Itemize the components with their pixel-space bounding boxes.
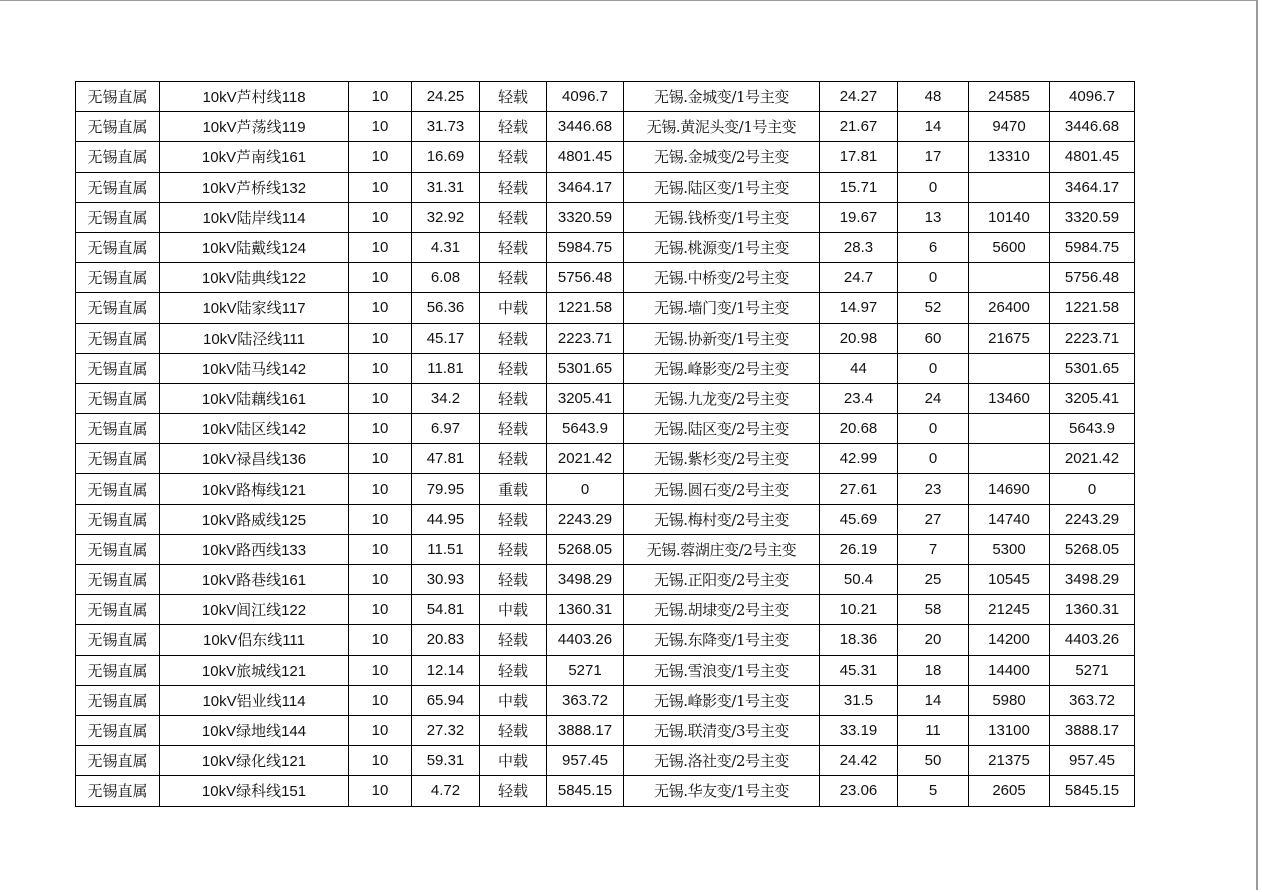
cell-area: 无锡直属 [76,112,160,142]
cell-load-status: 轻载 [480,715,547,745]
cell-line-name: 10kV陆戴线124 [160,232,349,262]
cell-transformer-rate: 15.71 [820,172,898,202]
cell-voltage: 10 [349,625,412,655]
cell-voltage: 10 [349,595,412,625]
cell-count: 24 [898,383,969,413]
table-row [76,383,1135,413]
cell-line-name: 10kV陆典线122 [160,263,349,293]
cell-voltage: 10 [349,383,412,413]
table-row [76,323,1135,353]
cell-available-capacity: 5756.48 [1050,263,1135,293]
cell-transformer-rate: 44 [820,353,898,383]
cell-count: 0 [898,414,969,444]
cell-transformer-rate: 17.81 [820,142,898,172]
cell-area: 无锡直属 [76,232,160,262]
cell-line-name: 10kV路梅线121 [160,474,349,504]
cell-count: 18 [898,655,969,685]
cell-transformer-rate: 14.97 [820,293,898,323]
cell-capacity: 1221.58 [547,293,624,323]
cell-area: 无锡直属 [76,534,160,564]
table-row [76,746,1135,776]
cell-line-name: 10kV陆区线142 [160,414,349,444]
cell-transformer-rate: 24.42 [820,746,898,776]
cell-available-capacity: 5984.75 [1050,232,1135,262]
cell-available-capacity: 5268.05 [1050,534,1135,564]
cell-transformer: 无锡.协新变/1号主变 [624,323,820,353]
cell-area: 无锡直属 [76,595,160,625]
cell-transformer: 无锡.圆石变/2号主变 [624,474,820,504]
table-row [76,504,1135,534]
cell-capacity: 3464.17 [547,172,624,202]
cell-load-rate: 59.31 [412,746,480,776]
cell-capacity: 3888.17 [547,715,624,745]
cell-load-status: 轻载 [480,172,547,202]
cell-available-capacity: 5301.65 [1050,353,1135,383]
cell-amount: 13310 [969,142,1050,172]
cell-voltage: 10 [349,746,412,776]
cell-load-status: 轻载 [480,504,547,534]
table-row [76,595,1135,625]
cell-transformer: 无锡.陆区变/2号主变 [624,414,820,444]
cell-transformer-rate: 20.98 [820,323,898,353]
cell-load-rate: 54.81 [412,595,480,625]
cell-amount: 13100 [969,715,1050,745]
cell-transformer: 无锡.金城变/1号主变 [624,82,820,112]
cell-amount: 24585 [969,82,1050,112]
table-row [76,474,1135,504]
cell-line-name: 10kV旅城线121 [160,655,349,685]
cell-area: 无锡直属 [76,353,160,383]
cell-capacity: 5271 [547,655,624,685]
cell-voltage: 10 [349,685,412,715]
cell-amount: 5300 [969,534,1050,564]
cell-count: 5 [898,776,969,806]
cell-count: 52 [898,293,969,323]
table-row [76,444,1135,474]
cell-transformer: 无锡.洛社变/2号主变 [624,746,820,776]
cell-line-name: 10kV陆藕线161 [160,383,349,413]
cell-capacity: 5268.05 [547,534,624,564]
cell-amount: 10545 [969,565,1050,595]
cell-capacity: 5301.65 [547,353,624,383]
cell-amount [969,444,1050,474]
data-table [75,81,1135,807]
cell-count: 6 [898,232,969,262]
cell-capacity: 2243.29 [547,504,624,534]
cell-line-name: 10kV陆马线142 [160,353,349,383]
cell-transformer: 无锡.华友变/1号主变 [624,776,820,806]
cell-line-name: 10kV铝业线114 [160,685,349,715]
cell-load-rate: 11.81 [412,353,480,383]
cell-available-capacity: 3498.29 [1050,565,1135,595]
cell-transformer-rate: 24.27 [820,82,898,112]
cell-transformer-rate: 50.4 [820,565,898,595]
table-row [76,625,1135,655]
cell-area: 无锡直属 [76,414,160,444]
cell-transformer: 无锡.紫杉变/2号主变 [624,444,820,474]
cell-count: 0 [898,172,969,202]
cell-transformer-rate: 42.99 [820,444,898,474]
cell-area: 无锡直属 [76,444,160,474]
cell-voltage: 10 [349,353,412,383]
cell-capacity: 5845.15 [547,776,624,806]
cell-available-capacity: 3320.59 [1050,202,1135,232]
cell-line-name: 10kV绿地线144 [160,715,349,745]
cell-load-rate: 32.92 [412,202,480,232]
cell-amount: 21675 [969,323,1050,353]
cell-load-rate: 4.72 [412,776,480,806]
cell-count: 20 [898,625,969,655]
cell-load-status: 轻载 [480,625,547,655]
cell-transformer: 无锡.金城变/2号主变 [624,142,820,172]
cell-load-rate: 11.51 [412,534,480,564]
cell-transformer-rate: 23.06 [820,776,898,806]
cell-load-rate: 16.69 [412,142,480,172]
cell-transformer: 无锡.桃源变/1号主变 [624,232,820,262]
cell-available-capacity: 4801.45 [1050,142,1135,172]
cell-available-capacity: 2243.29 [1050,504,1135,534]
cell-available-capacity: 4403.26 [1050,625,1135,655]
cell-amount [969,263,1050,293]
cell-transformer: 无锡.中桥变/2号主变 [624,263,820,293]
cell-load-status: 轻载 [480,232,547,262]
cell-load-status: 轻载 [480,142,547,172]
cell-line-name: 10kV芦村线118 [160,82,349,112]
cell-line-name: 10kV侣东线111 [160,625,349,655]
cell-count: 0 [898,444,969,474]
table-row [76,776,1135,806]
cell-area: 无锡直属 [76,746,160,776]
cell-area: 无锡直属 [76,293,160,323]
cell-transformer: 无锡.峰影变/2号主变 [624,353,820,383]
cell-capacity: 5643.9 [547,414,624,444]
cell-load-rate: 79.95 [412,474,480,504]
cell-capacity: 3205.41 [547,383,624,413]
cell-line-name: 10kV芦南线161 [160,142,349,172]
cell-load-status: 中载 [480,293,547,323]
cell-amount: 13460 [969,383,1050,413]
cell-voltage: 10 [349,414,412,444]
cell-load-rate: 4.31 [412,232,480,262]
cell-amount: 14400 [969,655,1050,685]
cell-area: 无锡直属 [76,323,160,353]
cell-line-name: 10kV闾江线122 [160,595,349,625]
cell-available-capacity: 0 [1050,474,1135,504]
table-row [76,263,1135,293]
cell-transformer: 无锡.钱桥变/1号主变 [624,202,820,232]
cell-amount: 14740 [969,504,1050,534]
cell-line-name: 10kV陆泾线111 [160,323,349,353]
cell-load-rate: 31.73 [412,112,480,142]
cell-voltage: 10 [349,444,412,474]
cell-load-status: 轻载 [480,383,547,413]
cell-area: 无锡直属 [76,383,160,413]
table-row [76,685,1135,715]
cell-load-status: 轻载 [480,534,547,564]
cell-transformer: 无锡.黄泥头变/1号主变 [624,112,820,142]
cell-transformer: 无锡.东降变/1号主变 [624,625,820,655]
cell-transformer-rate: 10.21 [820,595,898,625]
cell-area: 无锡直属 [76,685,160,715]
table-row [76,715,1135,745]
cell-load-rate: 12.14 [412,655,480,685]
cell-count: 0 [898,263,969,293]
cell-load-status: 重载 [480,474,547,504]
cell-transformer-rate: 19.67 [820,202,898,232]
cell-voltage: 10 [349,504,412,534]
cell-load-status: 轻载 [480,112,547,142]
cell-voltage: 10 [349,715,412,745]
cell-line-name: 10kV路巷线161 [160,565,349,595]
cell-amount: 5600 [969,232,1050,262]
cell-load-status: 轻载 [480,565,547,595]
table-row [76,142,1135,172]
cell-available-capacity: 5643.9 [1050,414,1135,444]
cell-load-status: 轻载 [480,414,547,444]
cell-line-name: 10kV禄昌线136 [160,444,349,474]
cell-transformer-rate: 26.19 [820,534,898,564]
cell-voltage: 10 [349,534,412,564]
cell-load-rate: 30.93 [412,565,480,595]
cell-voltage: 10 [349,112,412,142]
cell-voltage: 10 [349,263,412,293]
cell-area: 无锡直属 [76,655,160,685]
cell-count: 60 [898,323,969,353]
cell-load-rate: 44.95 [412,504,480,534]
cell-load-status: 中载 [480,595,547,625]
cell-voltage: 10 [349,172,412,202]
cell-transformer: 无锡.九龙变/2号主变 [624,383,820,413]
cell-load-rate: 45.17 [412,323,480,353]
cell-count: 25 [898,565,969,595]
table-row [76,293,1135,323]
cell-load-status: 轻载 [480,263,547,293]
cell-line-name: 10kV路威线125 [160,504,349,534]
cell-line-name: 10kV路西线133 [160,534,349,564]
cell-available-capacity: 3446.68 [1050,112,1135,142]
cell-count: 13 [898,202,969,232]
table-row [76,172,1135,202]
cell-area: 无锡直属 [76,776,160,806]
cell-load-status: 中载 [480,746,547,776]
cell-transformer-rate: 24.7 [820,263,898,293]
cell-amount: 2605 [969,776,1050,806]
table-row [76,565,1135,595]
cell-count: 14 [898,112,969,142]
cell-capacity: 3320.59 [547,202,624,232]
cell-load-rate: 6.08 [412,263,480,293]
cell-amount: 21375 [969,746,1050,776]
cell-area: 无锡直属 [76,504,160,534]
cell-voltage: 10 [349,232,412,262]
table-row [76,534,1135,564]
cell-area: 无锡直属 [76,625,160,655]
cell-count: 58 [898,595,969,625]
cell-load-rate: 20.83 [412,625,480,655]
cell-capacity: 4801.45 [547,142,624,172]
cell-load-status: 轻载 [480,323,547,353]
cell-transformer-rate: 23.4 [820,383,898,413]
cell-transformer: 无锡.峰影变/1号主变 [624,685,820,715]
cell-available-capacity: 1360.31 [1050,595,1135,625]
cell-line-name: 10kV芦桥线132 [160,172,349,202]
cell-capacity: 957.45 [547,746,624,776]
cell-capacity: 5984.75 [547,232,624,262]
table-body [76,82,1135,807]
cell-voltage: 10 [349,293,412,323]
table-row [76,112,1135,142]
table-row [76,202,1135,232]
cell-line-name: 10kV绿科线151 [160,776,349,806]
cell-voltage: 10 [349,776,412,806]
cell-amount: 10140 [969,202,1050,232]
cell-amount [969,172,1050,202]
cell-amount: 26400 [969,293,1050,323]
cell-available-capacity: 957.45 [1050,746,1135,776]
cell-voltage: 10 [349,202,412,232]
cell-load-status: 轻载 [480,776,547,806]
table-row [76,82,1135,112]
cell-load-rate: 56.36 [412,293,480,323]
cell-amount: 14200 [969,625,1050,655]
cell-voltage: 10 [349,474,412,504]
cell-amount: 9470 [969,112,1050,142]
cell-amount: 21245 [969,595,1050,625]
cell-capacity: 0 [547,474,624,504]
cell-capacity: 4403.26 [547,625,624,655]
cell-load-status: 轻载 [480,202,547,232]
cell-voltage: 10 [349,565,412,595]
cell-transformer-rate: 21.67 [820,112,898,142]
cell-transformer-rate: 20.68 [820,414,898,444]
cell-load-status: 轻载 [480,655,547,685]
cell-capacity: 1360.31 [547,595,624,625]
cell-voltage: 10 [349,655,412,685]
table-row [76,353,1135,383]
cell-transformer: 无锡.陆区变/1号主变 [624,172,820,202]
cell-transformer-rate: 28.3 [820,232,898,262]
cell-voltage: 10 [349,142,412,172]
cell-area: 无锡直属 [76,142,160,172]
cell-available-capacity: 3464.17 [1050,172,1135,202]
cell-transformer: 无锡.雪浪变/1号主变 [624,655,820,685]
table-row [76,414,1135,444]
cell-load-status: 轻载 [480,82,547,112]
cell-count: 50 [898,746,969,776]
cell-area: 无锡直属 [76,82,160,112]
cell-amount [969,414,1050,444]
cell-line-name: 10kV绿化线121 [160,746,349,776]
cell-available-capacity: 4096.7 [1050,82,1135,112]
cell-transformer: 无锡.正阳变/2号主变 [624,565,820,595]
cell-transformer: 无锡.胡埭变/2号主变 [624,595,820,625]
cell-transformer-rate: 18.36 [820,625,898,655]
cell-area: 无锡直属 [76,263,160,293]
cell-amount [969,353,1050,383]
cell-capacity: 3446.68 [547,112,624,142]
cell-transformer: 无锡.联清变/3号主变 [624,715,820,745]
cell-count: 11 [898,715,969,745]
cell-available-capacity: 2223.71 [1050,323,1135,353]
cell-transformer-rate: 45.31 [820,655,898,685]
cell-capacity: 2223.71 [547,323,624,353]
cell-load-rate: 24.25 [412,82,480,112]
cell-load-rate: 27.32 [412,715,480,745]
cell-transformer-rate: 45.69 [820,504,898,534]
cell-capacity: 3498.29 [547,565,624,595]
cell-available-capacity: 1221.58 [1050,293,1135,323]
cell-available-capacity: 2021.42 [1050,444,1135,474]
cell-amount: 5980 [969,685,1050,715]
table-row [76,232,1135,262]
cell-count: 48 [898,82,969,112]
cell-line-name: 10kV陆家线117 [160,293,349,323]
cell-area: 无锡直属 [76,202,160,232]
cell-count: 27 [898,504,969,534]
cell-transformer-rate: 27.61 [820,474,898,504]
cell-load-rate: 47.81 [412,444,480,474]
cell-amount: 14690 [969,474,1050,504]
cell-area: 无锡直属 [76,715,160,745]
cell-load-status: 轻载 [480,444,547,474]
cell-load-rate: 6.97 [412,414,480,444]
cell-capacity: 4096.7 [547,82,624,112]
cell-capacity: 363.72 [547,685,624,715]
cell-available-capacity: 3205.41 [1050,383,1135,413]
cell-area: 无锡直属 [76,172,160,202]
cell-line-name: 10kV芦荡线119 [160,112,349,142]
cell-transformer: 无锡.墙门变/1号主变 [624,293,820,323]
cell-available-capacity: 3888.17 [1050,715,1135,745]
cell-count: 0 [898,353,969,383]
cell-available-capacity: 363.72 [1050,685,1135,715]
cell-count: 17 [898,142,969,172]
cell-capacity: 5756.48 [547,263,624,293]
table-row [76,655,1135,685]
cell-available-capacity: 5845.15 [1050,776,1135,806]
cell-count: 23 [898,474,969,504]
cell-load-rate: 34.2 [412,383,480,413]
cell-load-status: 轻载 [480,353,547,383]
cell-transformer-rate: 33.19 [820,715,898,745]
cell-available-capacity: 5271 [1050,655,1135,685]
cell-area: 无锡直属 [76,474,160,504]
cell-count: 7 [898,534,969,564]
cell-voltage: 10 [349,82,412,112]
cell-count: 14 [898,685,969,715]
cell-load-rate: 31.31 [412,172,480,202]
cell-area: 无锡直属 [76,565,160,595]
cell-load-status: 中载 [480,685,547,715]
cell-capacity: 2021.42 [547,444,624,474]
cell-transformer-rate: 31.5 [820,685,898,715]
cell-load-rate: 65.94 [412,685,480,715]
cell-transformer: 无锡.蓉湖庄变/2号主变 [624,534,820,564]
cell-voltage: 10 [349,323,412,353]
cell-line-name: 10kV陆岸线114 [160,202,349,232]
cell-transformer: 无锡.梅村变/2号主变 [624,504,820,534]
